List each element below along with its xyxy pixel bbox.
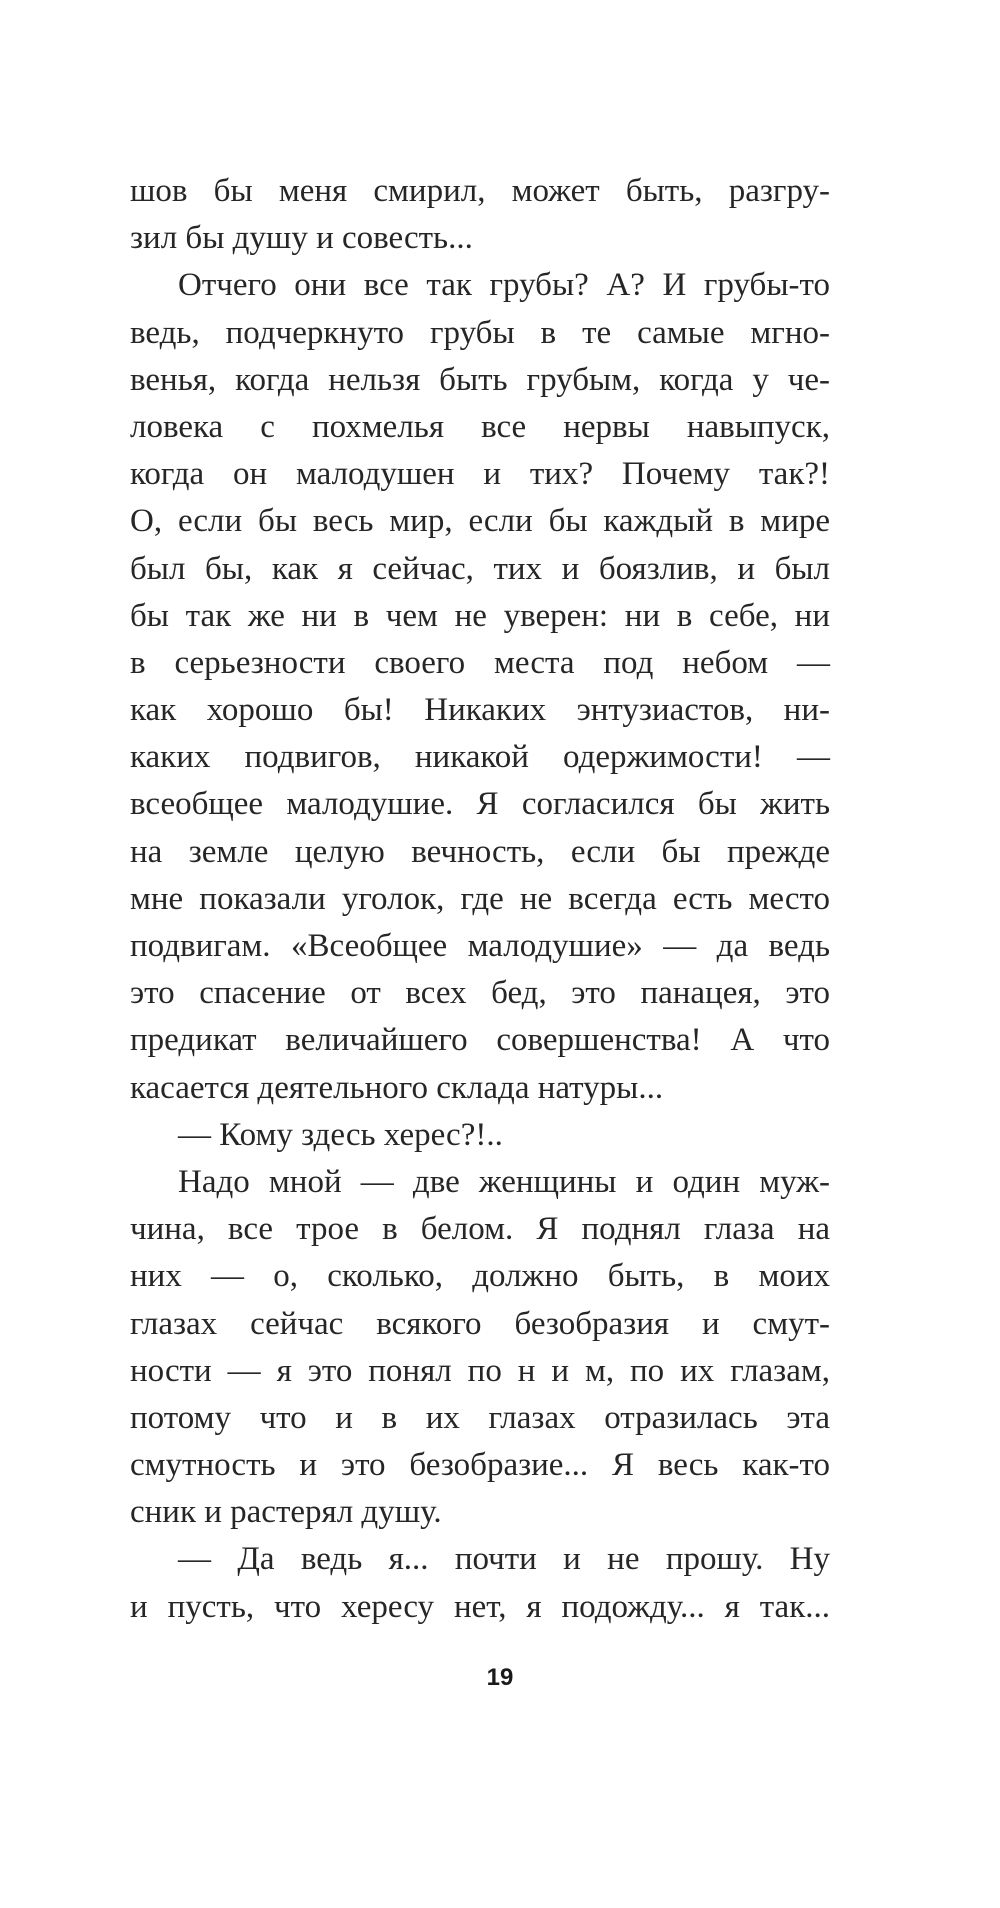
text-line: это спасение от всех бед, это панацея, это (130, 975, 830, 1012)
text-line: на земле целую вечность, если бы прежде (130, 833, 830, 870)
text-line: смутность и это безобразие... Я весь как-то (130, 1447, 830, 1484)
dialogue-line: — Да ведь я... почти и не прошу. Ну (178, 1541, 830, 1578)
text-line: ности — я это понял по н и м, по их глазам, (130, 1352, 830, 1389)
text-line: каких подвигов, никакой одержимости! — (130, 739, 830, 776)
text-line: них — о, сколько, должно быть, в моих (130, 1258, 830, 1295)
text-line: всеобщее малодушие. Я согласился бы жить (130, 786, 830, 823)
text-line: был бы, как я сейчас, тих и боязлив, и был (130, 550, 830, 587)
dialogue-line: — Кому здесь херес?!.. (178, 1116, 503, 1153)
text-line: О, если бы весь мир, если бы каждый в мире (130, 503, 830, 540)
paragraph-start-line: Надо мной — две женщины и один муж- (178, 1163, 830, 1200)
text-line: шов бы меня смирил, может быть, разгру- (130, 173, 830, 209)
body-text (130, 168, 830, 1631)
text-line: бы так же ни в чем не уверен: ни в себе, ни (130, 597, 830, 634)
text-line: глазах сейчас всякого безобразия и смут- (130, 1305, 830, 1342)
text-line: как хорошо бы! Никаких энтузиастов, ни- (130, 692, 830, 729)
text-line: касается деятельного склада натуры... (130, 1069, 664, 1106)
text-line: когда он малодушен и тих? Почему так?! (130, 456, 830, 493)
text-line: потому что и в их глазах отразилась эта (130, 1399, 830, 1436)
text-line: подвигам. «Всеобщее малодушие» — да ведь (130, 928, 830, 964)
text-line: предикат величайшего совершенства! А что (130, 1022, 830, 1059)
text-line: ведь, подчеркнуто грубы в те самые мгно- (130, 314, 830, 351)
text-line: и пусть, что хересу нет, я подожду... я так... (130, 1588, 830, 1625)
text-line: венья, когда нельзя быть грубым, когда у че- (130, 361, 830, 398)
text-line: чина, все трое в белом. Я поднял глаза на (130, 1211, 830, 1248)
paragraph-start-line: Отчего они все так грубы? А? И грубы-то (178, 267, 830, 304)
text-line: мне показали уголок, где не всегда есть место (130, 880, 830, 917)
text-line: зил бы душу и совесть... (130, 220, 473, 257)
text-line: ловека с похмелья все нервы навыпуск, (130, 408, 830, 445)
page-number: 19 (486, 1664, 514, 1691)
text-line: сник и растерял душу. (130, 1494, 442, 1531)
text-line: в серьезности своего места под небом — (130, 644, 830, 681)
